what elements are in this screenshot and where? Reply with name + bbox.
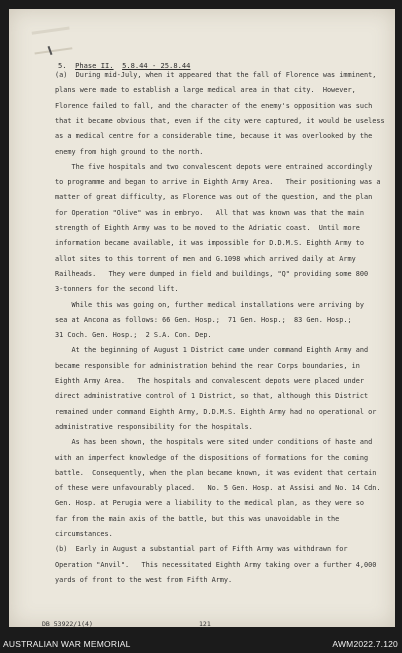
page-number: 121 bbox=[199, 620, 211, 628]
text-line: plans were made to establish a large medical area in that city. However, bbox=[55, 86, 356, 95]
document-page bbox=[9, 9, 395, 627]
text-line: far from the main axis of the battle, but this was unavoidable in the bbox=[55, 514, 340, 523]
text-line: Railheads. They were dumped in field and buildings, "Q" providing some 800 bbox=[55, 269, 369, 278]
document-reference: DB 53922/1(4) bbox=[42, 620, 93, 628]
text-line: yards of front to the west from Fifth Army. bbox=[55, 575, 233, 584]
text-line: information became available, it was impossible for D.D.M.S. Eighth Army to bbox=[55, 239, 365, 248]
text-line: battle. Consequently, when the plan became known, it was evident that certain bbox=[55, 468, 377, 477]
text-line: Gen. Hosp. at Perugia were a liability to the medical plan, as they were so bbox=[55, 499, 365, 508]
text-line: While this was going on, further medical installations were arriving by bbox=[55, 300, 365, 309]
text-line: became responsible for administration behind the rear Corps boundaries, in bbox=[55, 361, 360, 370]
text-line: As has been shown, the hospitals were sited under conditions of haste and bbox=[55, 438, 373, 447]
text-line: sea at Ancona as follows: 66 Gen. Hosp.; 71 Gen. Hosp.; 83 Gen. Hosp.; bbox=[55, 315, 352, 324]
heading-dates: 5.8.44 - 25.8.44 bbox=[122, 61, 191, 70]
text-line: for Operation "Olive" was in embryo. All that was known was that the main bbox=[55, 208, 365, 217]
text-line: with an imperfect knowledge of the dispositions of formations for the coming bbox=[55, 453, 369, 462]
heading-number: 5. bbox=[58, 61, 67, 70]
text-line: (b) Early in August a substantial part of Fifth Army was withdrawn for bbox=[55, 545, 348, 554]
text-line: (a) During mid-July, when it appeared that the fall of Florence was imminent, bbox=[55, 71, 377, 79]
text-line: as a medical centre for a considerable time, because it was overlooked by the bbox=[55, 132, 373, 141]
text-line: Eighth Army Area. The hospitals and convalescent depots were placed under bbox=[55, 377, 365, 385]
text-line: to programme and began to arrive in Eighth Army Area. Their positioning was a bbox=[55, 178, 381, 187]
text-line: that it became obvious that, even if the city were captured, it would be useless bbox=[55, 116, 385, 125]
text-line: remained under command Eighth Army, D.D.M.S. Eighth Army had no operational or bbox=[55, 407, 377, 416]
text-line: direct administrative control of 1 District, so that, although this District bbox=[55, 392, 369, 401]
text-line: administrative responsibility for the hospitals. bbox=[55, 422, 253, 431]
text-line: Florence failed to fall, and the character of the enemy's opposition was such bbox=[55, 101, 373, 110]
text-line: Operation "Anvil". This necessitated Eighth Army taking over a further 4,000 bbox=[55, 560, 377, 569]
text-line: 3-tonners for the second lift. bbox=[55, 285, 179, 294]
heading-title: Phase II. bbox=[75, 61, 114, 70]
paper-clip-mark bbox=[32, 26, 73, 54]
archive-accession-number: AWM2022.7.120 bbox=[332, 639, 398, 649]
text-line: At the beginning of August 1 District came under command Eighth Army and bbox=[55, 346, 369, 355]
text-line: 31 Coch. Gen. Hosp.; 2 S.A. Con. Dep. bbox=[55, 331, 212, 340]
text-line: allot sites to this torrent of men and G.1098 which arrived daily at Army bbox=[55, 254, 356, 263]
text-line: circumstances. bbox=[55, 530, 113, 538]
section-heading bbox=[58, 61, 190, 70]
text-line: strength of Eighth Army was to be moved to the Adriatic coast. Until more bbox=[55, 224, 360, 232]
archive-caption: AUSTRALIAN WAR MEMORIAL bbox=[3, 639, 131, 649]
text-line: matter of great difficulty, as Florence was out of the question, and the plan bbox=[55, 193, 373, 202]
text-line: of these were unfavourably placed. No. 5 Gen. Hosp. at Assisi and No. 14 Cdn. bbox=[55, 484, 381, 493]
text-line: The five hospitals and two convalescent depots were entrained accordingly bbox=[55, 162, 373, 171]
text-line: enemy from high ground to the north. bbox=[55, 147, 204, 156]
